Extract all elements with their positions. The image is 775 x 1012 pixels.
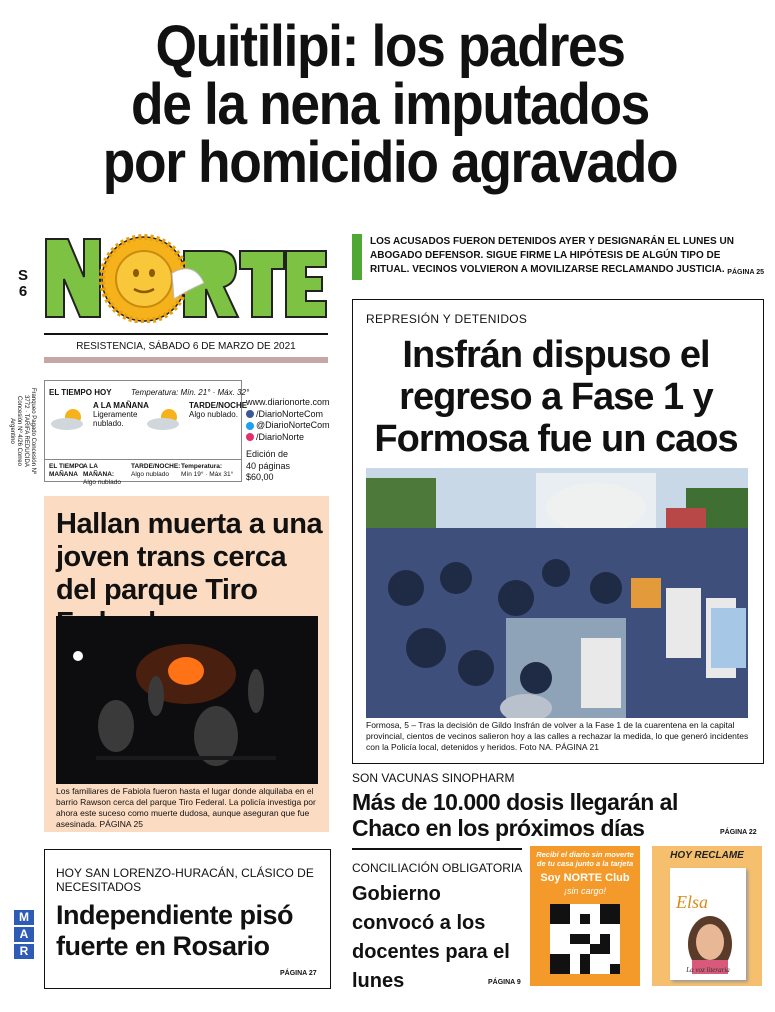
- month-letter: M: [14, 910, 34, 925]
- page-count: 40 páginas: [246, 460, 291, 471]
- facebook-handle: /DiarioNorteCom: [256, 408, 324, 419]
- month-letter: R: [14, 944, 34, 959]
- qr-code-icon[interactable]: [550, 904, 620, 974]
- price: $60,00: [246, 472, 274, 482]
- tm-morning-label: A LA MAÑANA:: [83, 463, 115, 478]
- tm-temp-label: Temperatura:: [181, 463, 223, 470]
- magazine-name: Elsa: [676, 892, 709, 912]
- twitter-icon: [246, 422, 254, 430]
- facebook-link[interactable]: [246, 409, 346, 421]
- formosa-protest-photo: [366, 468, 748, 718]
- tomorrow-label: EL TIEMPO MAÑANA: [49, 463, 84, 478]
- instagram-link[interactable]: [246, 432, 346, 444]
- trans-story-headline[interactable]: Hallan muerta a una joven trans cerca del parque Tiro: [56, 508, 323, 606]
- date-line: RESISTENCIA, SÁBADO 6 DE MARZO DE 2021: [76, 341, 296, 352]
- vaccines-kicker: SON VACUNAS SINOPHARM: [352, 771, 515, 785]
- tomorrow-night: [131, 463, 181, 479]
- teachers-headline[interactable]: Gobierno convocó a los docentes para el lunes: [352, 883, 510, 992]
- weather-temp: Temperatura: Mín. 21° · Máx. 32°: [131, 388, 250, 397]
- month-letter: A: [14, 927, 34, 942]
- club-brand: Soy NORTE Club: [540, 872, 630, 884]
- trans-story-caption: Los familiares de Fabiola fueron hasta el lugar donde alquilaba en el barrio Rawson cerca del parque Tiro Federal. La policía investiga por ahora este suceso como muerte dudosa, aunque aseguran que fue asesinada. PÁGINA 25: [56, 786, 316, 829]
- sun-cloud-icon: [145, 407, 185, 431]
- teachers-divider: [352, 848, 522, 850]
- twitter-handle: @DiarioNorteCom: [256, 420, 330, 430]
- tomorrow-morning: [83, 463, 129, 487]
- magazine-promo[interactable]: [652, 846, 762, 986]
- main-headline-line-2: de la nena imputados: [131, 72, 649, 137]
- weather-title: EL TIEMPO HOY: [49, 388, 112, 397]
- norte-logo[interactable]: [44, 233, 328, 323]
- instagram-icon: [246, 433, 254, 441]
- teaser-accent-bar: [352, 234, 362, 280]
- club-tagline: ¡sin cargo!: [563, 886, 607, 896]
- twitter-link[interactable]: [246, 420, 346, 432]
- main-headline-line-1: Quitilipi: los padres: [155, 14, 625, 79]
- tomorrow-temp: [181, 463, 239, 479]
- masthead-divider: [44, 333, 328, 335]
- tm-temp-text: Mín 19° · Máx 31°: [181, 471, 234, 478]
- teachers-page: PÁGINA 9: [488, 979, 521, 986]
- football-page: PÁGINA 27: [280, 970, 317, 977]
- tm-night-text: Algo nublado: [131, 471, 169, 478]
- teaser-text: LOS ACUSADOS FUERON DETENIDOS AYER Y DESIGNARÁN EL LUNES UN ABOGADO DEFENSOR. SIGUE FIRME LA HIPÓTESIS DE ALGÚN TIPO DE RITUAL. VECINOS VOLVIERON A MOVILIZARSE RECLAMANDO JUSTICIA.: [370, 236, 734, 275]
- football-kicker: HOY SAN LORENZO-HURACÁN, CLÁSICO DE NECESITADOS: [56, 866, 314, 894]
- formosa-headline[interactable]: Insfrán dispuso el regreso a Fase 1 y Formosa fue un caos: [374, 334, 738, 460]
- teachers-kicker: CONCILIACIÓN OBLIGATORIA: [352, 861, 523, 875]
- instagram-handle: /DiarioNorte: [256, 431, 305, 442]
- vaccines-headline[interactable]: Más de 10.000 dosis llegarán al Chaco en los próximos días: [352, 789, 678, 841]
- night-text: Algo nublado.: [189, 410, 238, 419]
- magazine-promo-title: HOY RECLAME: [670, 850, 744, 861]
- edition-label: Edición de: [246, 449, 289, 459]
- football-headline[interactable]: Independiente pisó fuerte en Rosario: [56, 900, 294, 961]
- night-label: TARDE/NOCHE: [189, 401, 248, 410]
- tm-morning-text: Algo nublado: [83, 479, 121, 486]
- formosa-caption: Formosa, 5 – Tras la decisión de Gildo Insfrán de volver a la Fase 1 de la cuarentena en la capital provincial, cientos de vecinos salieron hoy a las calles a rechazar la medida, lo que generó incidentes con la Policía local, detenidos y heridos. Foto NA. PÁGINA 21: [366, 720, 749, 752]
- morning-label: A LA MAÑANA: [93, 401, 149, 410]
- formosa-kicker: REPRESIÓN Y DETENIDOS: [366, 312, 528, 326]
- day-letter: S: [17, 267, 28, 284]
- day-number: 6: [18, 283, 28, 300]
- main-headline-line-3: por homicidio agravado: [102, 130, 678, 195]
- edition-day-marker: [16, 268, 30, 300]
- postal-note-text: Franqueo Pagado Concesión Nº 3772 · TARIFA REDUCIDA Concesión Nº 4/26 Correo Argentino: [9, 387, 36, 475]
- club-promo-text: Recibí el diario sin moverte de tu casa junto a la tarjeta: [536, 850, 634, 868]
- weather-divider: [45, 459, 241, 460]
- night-scene-photo: [56, 616, 318, 784]
- club-promo[interactable]: [530, 846, 640, 986]
- facebook-icon: [246, 410, 254, 418]
- website-link[interactable]: www.diarionorte.com: [246, 397, 330, 407]
- tm-night-label: TARDE/NOCHE:: [131, 463, 181, 470]
- magazine-sub: La voz literaria: [686, 966, 730, 974]
- month-tab: [14, 910, 34, 961]
- morning-text: Ligeramente nublado.: [93, 410, 138, 428]
- magazine-cover: [670, 868, 746, 980]
- main-headline[interactable]: [68, 14, 712, 195]
- date-bar: [44, 357, 328, 363]
- contact-block: [246, 397, 346, 484]
- weather-box: [44, 380, 250, 486]
- sun-cloud-icon: [49, 407, 89, 431]
- vaccines-page: PÁGINA 22: [720, 829, 757, 836]
- magazine-portrait: [682, 914, 738, 974]
- postal-note: [6, 385, 36, 477]
- teaser-page: PÁGINA 25: [727, 269, 764, 276]
